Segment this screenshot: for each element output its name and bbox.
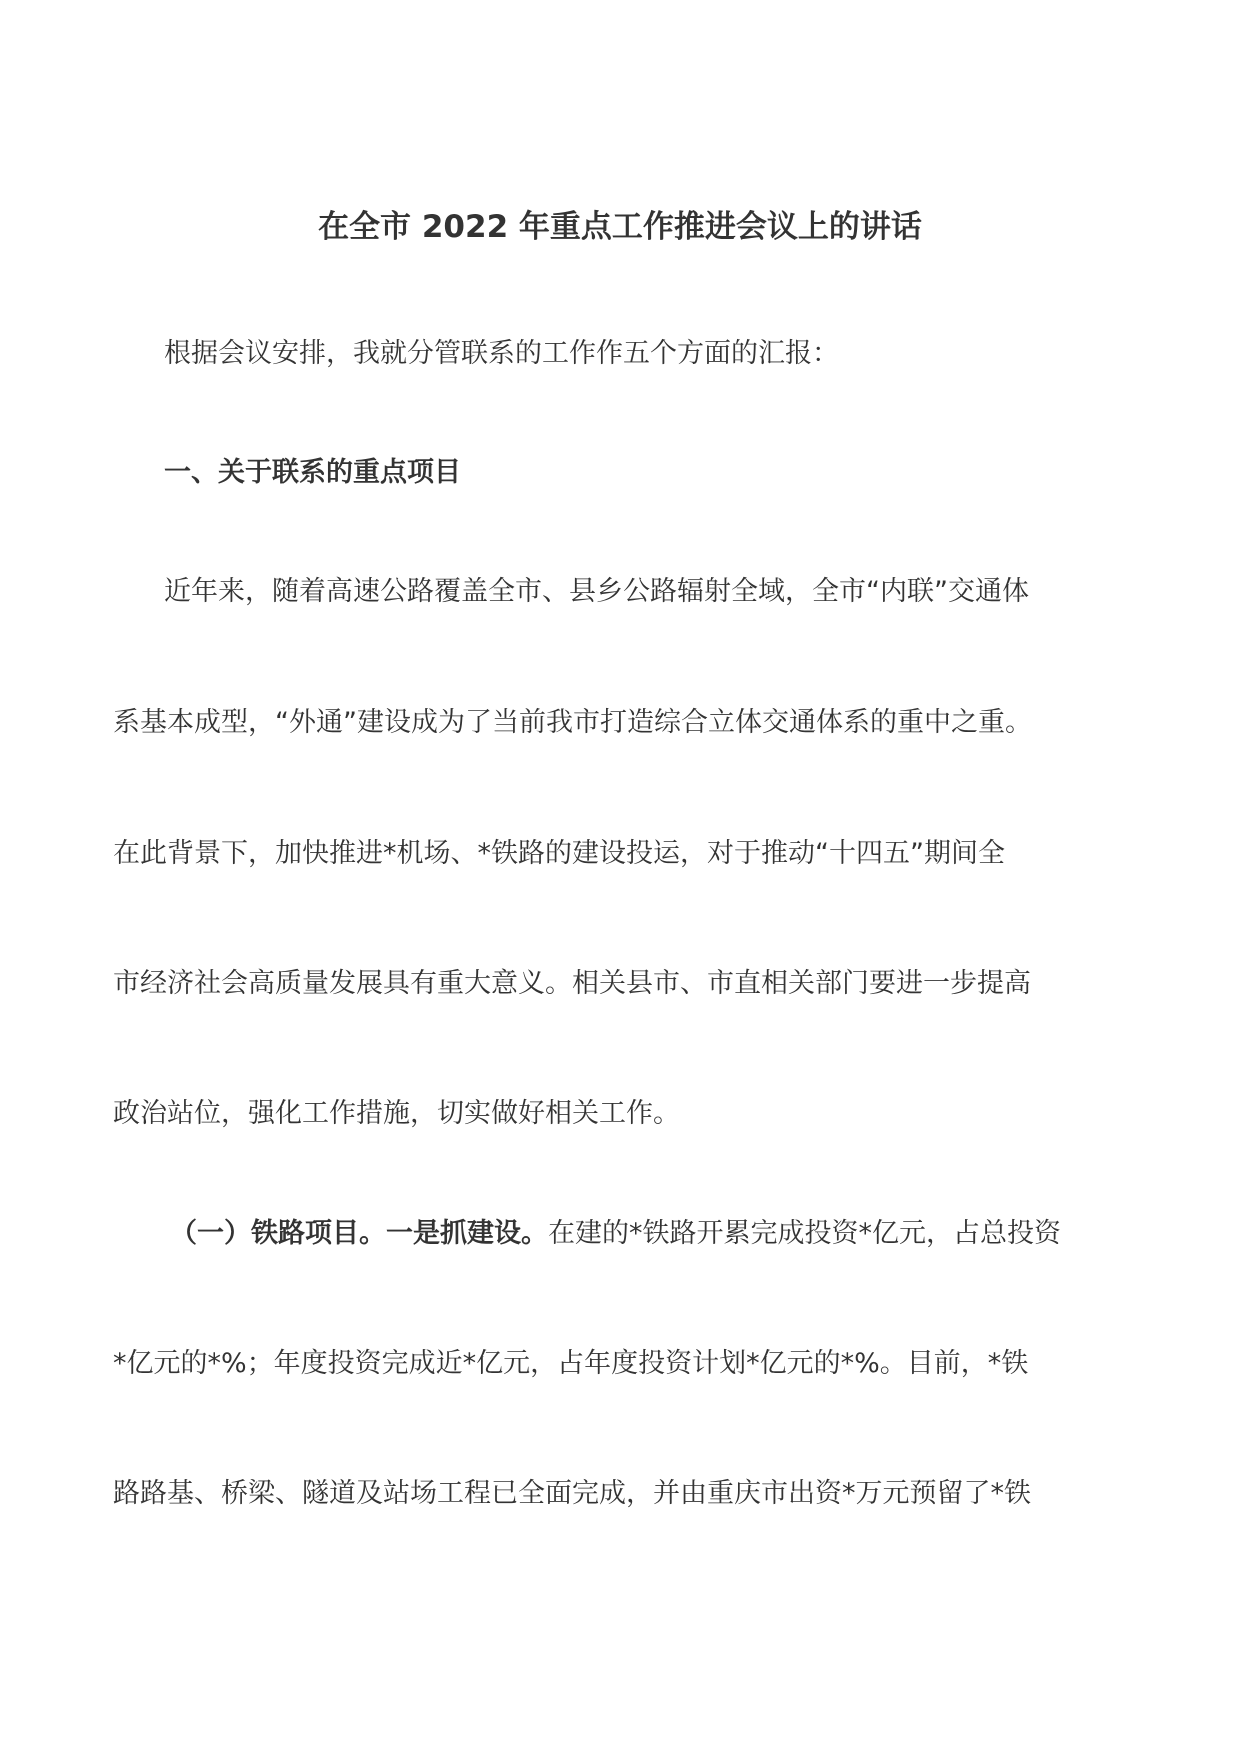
section-heading: 一、关于联系的重点项目 [164,457,461,488]
paragraph-line: *亿元的*%；年度投资完成近*亿元，占年度投资计划*亿元的*%。目前，*铁 [113,1348,1029,1379]
paragraph-line: 在此背景下，加快推进*机场、*铁路的建设投运，对于推动“十四五”期间全 [113,838,1005,869]
paragraph-line: 近年来，随着高速公路覆盖全市、县乡公路辐射全域，全市“内联”交通体 [164,576,1029,607]
document-title: 在全市 2022 年重点工作推进会议上的讲话 [318,209,922,245]
paragraph-line [170,1214,1200,1254]
paragraph-line: 政治站位，强化工作措施，切实做好相关工作。 [113,1098,680,1129]
paragraph-text: 在建的*铁路开累完成投资*亿元，占总投资 [548,1218,1061,1249]
intro-paragraph: 根据会议安排，我就分管联系的工作作五个方面的汇报： [164,338,839,369]
paragraph-line: 系基本成型，“外通”建设成为了当前我市打造综合立体交通体系的重中之重。 [113,707,1032,738]
paragraph-line: 市经济社会高质量发展具有重大意义。相关县市、市直相关部门要进一步提高 [113,968,1031,999]
paragraph-line: 路路基、桥梁、隧道及站场工程已全面完成，并由重庆市出资*万元预留了*铁 [113,1478,1031,1509]
subsection-lead: （一）铁路项目。一是抓建设。 [170,1218,548,1249]
